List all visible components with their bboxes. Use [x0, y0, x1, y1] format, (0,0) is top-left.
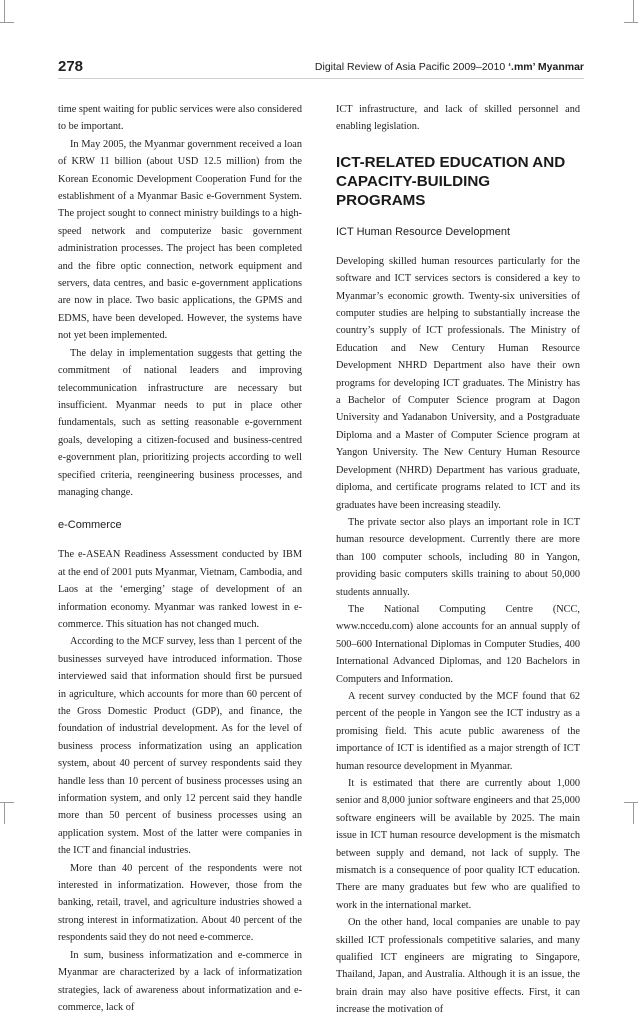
crop-mark-top-right-horizontal	[624, 22, 638, 23]
page-number: 278	[58, 58, 84, 75]
main-heading: ICT-RELATED EDUCATION AND CAPACITY-BUILDING PROGRAMS	[336, 153, 566, 209]
crop-mark-top-left-vertical	[4, 0, 5, 22]
crop-mark-bottom-right-vertical	[633, 802, 634, 824]
crop-mark-bottom-left-vertical	[4, 802, 5, 824]
sub-heading: ICT Human Resource Development	[336, 225, 511, 238]
crop-mark-bottom-right-horizontal	[624, 802, 638, 803]
paragraph: More than 40 percent of the respondents were not interested in informatization. However, those from the banking, retail, travel, and agriculture industries showed a strong interest in informatization. About 40 percent of the respondents said they do not need e-commerce.	[58, 862, 302, 944]
paragraph: The private sector also plays an important role in ICT human resource development. Currently there are more than 100 computer schools, including 80 in Yangon, providing basic computers skills training to about 50,000 students annually.	[336, 516, 580, 598]
paragraph: On the other hand, local companies are unable to pay skilled ICT professionals competitive salaries, and many qualified ICT engineers are migrating to Singapore, Thailand, Japan, and Australia. Although it is an issue, the brain drain may also have positive effects. First, it can increase the motivation of	[336, 917, 580, 1016]
paragraph: A recent survey conducted by the MCF found that 62 percent of the people in Yangon see the ICT industry as a promising field. This acute public awareness of the importance of ICT is identified as a major strength of ICT human resource development in Myanmar.	[336, 690, 580, 772]
left-column	[58, 101, 302, 1016]
crop-mark-bottom-left-horizontal	[0, 802, 14, 803]
paragraph: In sum, business informatization and e-commerce in Myanmar are characterized by a lack of informatization strategies, lack of awareness about informatization and e-commerce, lack of	[58, 949, 302, 1013]
paragraph: The delay in implementation suggests that getting the commitment of national leaders and improving telecommunication infrastructure are necessary but insufficient. Myanmar needs to put in place other fundamentals, such as setting reasonable e-government goals, developing a citizen-focused and business-centred e-government plan, prioritizing projects according to well specified criteria, reengineering business processes, and managing change.	[58, 347, 302, 498]
running-head	[315, 61, 584, 73]
paragraph: According to the MCF survey, less than 1 percent of the businesses surveyed have introduced information. Those interviewed said that information should first be pursued in agriculture, which accounts for more than 60 percent of the Gross Domestic Product (GDP), and finance, the foundation of industrial development. As for the level of business process informatization using an application system, about 40 percent of survey respondents said they handle less than 10 percent of business processes using an information system, and only 12 percent said they handle more than 50 percent of business processes using an application system. Most of the latter were companies in the ICT and financial industries.	[58, 636, 302, 857]
paragraph: Developing skilled human resources particularly for the software and ICT services sectors is considered a key to Myanmar’s economic growth. Twenty-six universities of computer studies are helping to substantially increase the country’s supply of ICT professionals. The Ministry of Education and New Century Human Resource Development NHRD Department also have their own programs for developing ICT graduates. The Ministry has a Bachelor of Computer Science program at Dagon University and Yadanabon University, and a Postgraduate Diploma and a Master of Computer Science program at Yangon University. The New Century Human Resource Development (NHRD) Department has various graduate, diploma, and certificate programs related to ICT and its graduates have been increasing steadily.	[336, 255, 580, 511]
publication-title: Digital Review of Asia Pacific 2009–2010	[314, 61, 506, 73]
paragraph: time spent waiting for public services were also considered to be important.	[58, 104, 302, 133]
paragraph: In May 2005, the Myanmar government received a loan of KRW 11 billion (about USD 12.5 million) from the Korean Economic Development Cooperation Fund for the establishment of a Myanmar Basic e-Government System. The project sought to connect ministry buildings to a high-speed network and computerize basic government administration processes. The project has been completed and the fibre optic connection, network equipment and servers, data centres, and basic e-government applications are now in place. Two basic applications, the GPMS and EDMS, have been developed. However, the systems have not yet been implemented.	[58, 138, 302, 342]
crop-mark-top-right-vertical	[633, 0, 634, 22]
crop-mark-top-left-horizontal	[0, 22, 14, 23]
section-heading-ecommerce: e-Commerce	[58, 519, 122, 532]
paragraph: It is estimated that there are currently about 1,000 senior and 8,000 junior software engineers and that 25,000 software engineers will be available by 2025. The main issue in ICT human resource development is the mismatch between supply and demand, not lack of supply. The mismatch is a consequence of poor quality ICT education. There are many graduates but few who are qualified to work in the international market.	[336, 778, 580, 911]
page-header	[58, 52, 584, 79]
paragraph: The National Computing Centre (NCC, www.nccedu.com) alone accounts for an annual supply of 500–600 International Diplomas in Computer Studies, 400 International Advanced Diplomas, and 120 Bachelors in Computers and Information.	[336, 603, 580, 685]
right-column	[336, 101, 580, 1019]
paragraph: ICT infrastructure, and lack of skilled personnel and enabling legislation.	[336, 104, 580, 133]
country-tag: ‘.mm’ Myanmar	[508, 61, 584, 73]
paragraph: The e-ASEAN Readiness Assessment conducted by IBM at the end of 2001 puts Myanmar, Vietnam, Cambodia, and Laos at the ‘emerging’ stage of development of an information economy. Myanmar was ranked lowest in e-commerce. This situation has not changed much.	[58, 549, 302, 630]
